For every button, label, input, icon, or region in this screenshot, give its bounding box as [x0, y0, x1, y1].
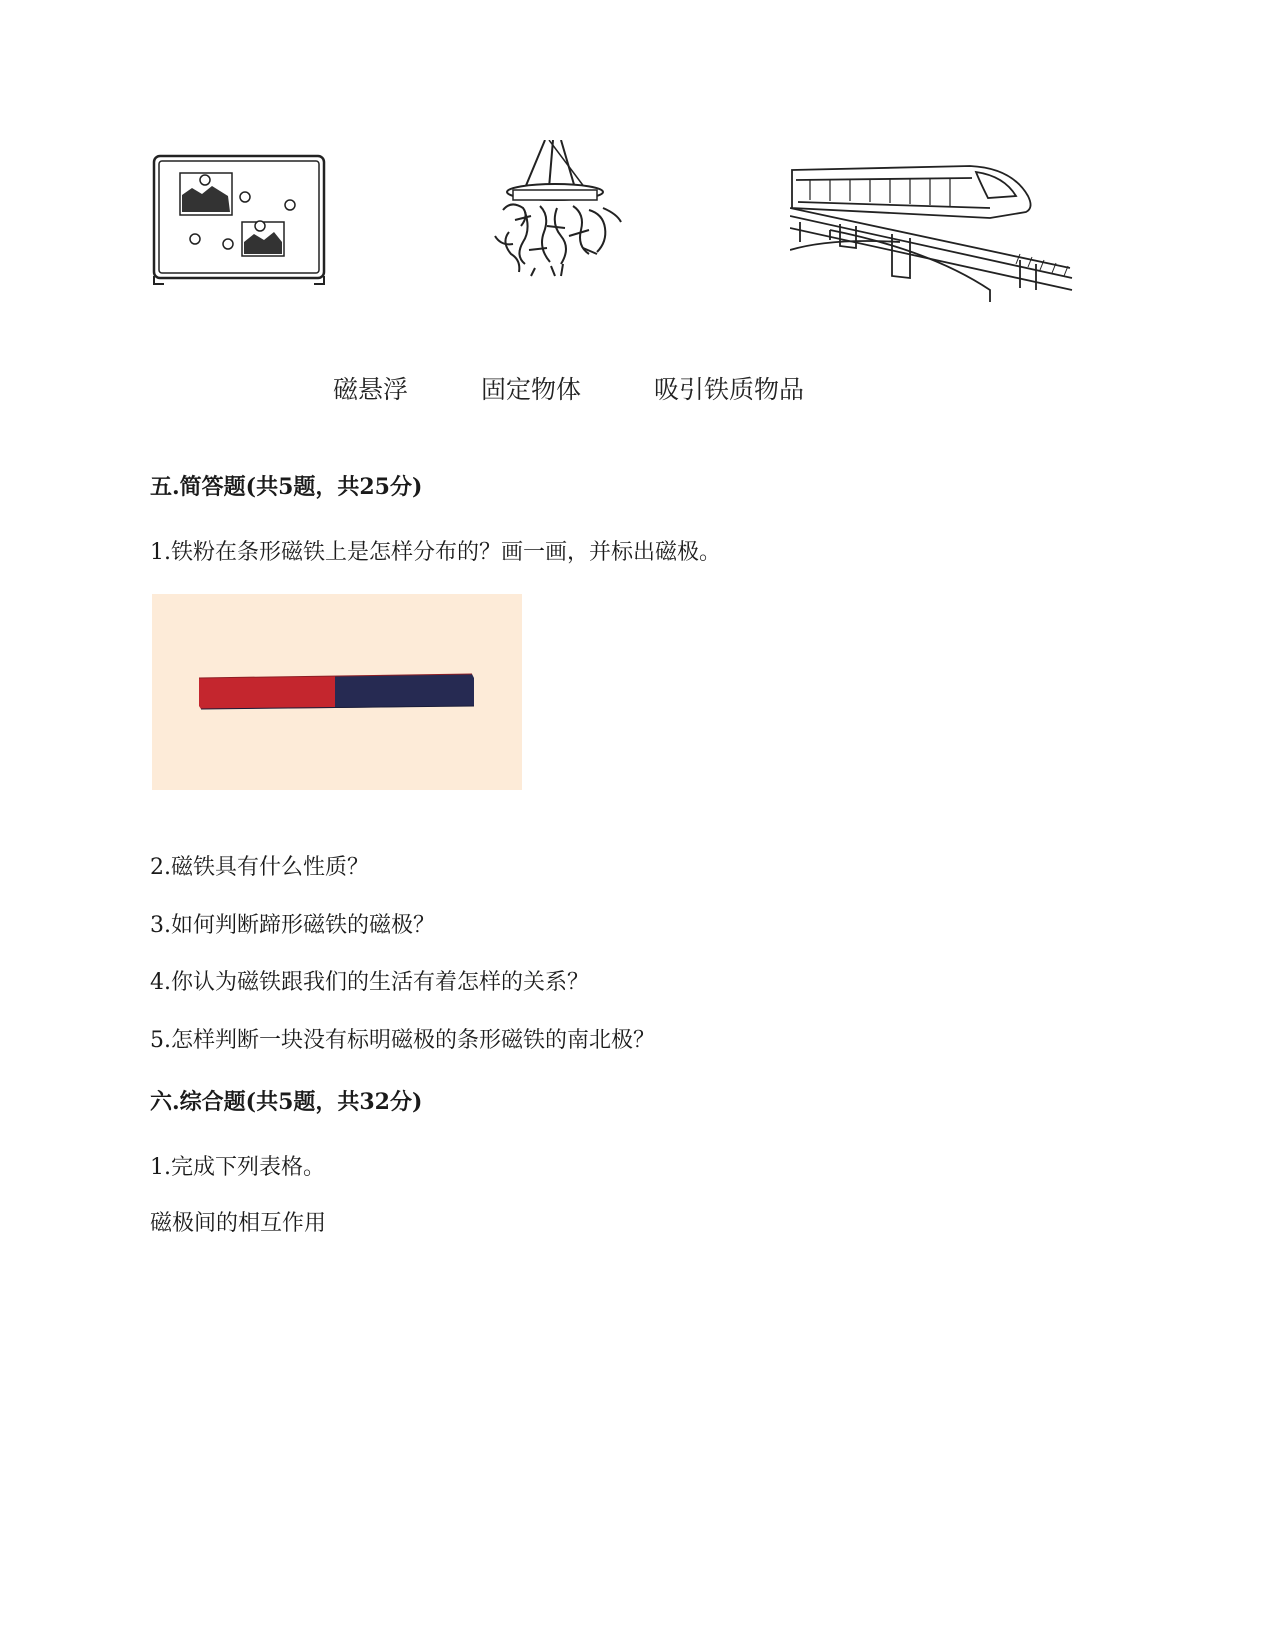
question-text: 1.完成下列表格。: [150, 1155, 325, 1180]
option-label: 磁悬浮: [333, 375, 409, 404]
question-text: 5.怎样判断一块没有标明磁极的条形磁铁的南北极？: [150, 1028, 655, 1053]
maglev-train-illustration: [790, 150, 1075, 305]
electromagnet-crane-illustration: [485, 140, 650, 290]
question-text: 4.你认为磁铁跟我们的生活有着怎样的关系？: [150, 970, 589, 995]
section-heading: 五.简答题(共5题，共25分): [150, 474, 423, 500]
options-row: [0, 370, 1275, 410]
whiteboard-illustration: [150, 150, 335, 290]
question-text: 3.如何判断蹄形磁铁的磁极？: [150, 913, 435, 938]
table-caption: 磁极间的相互作用: [150, 1211, 327, 1236]
question-text: 2.磁铁具有什么性质？: [150, 855, 369, 880]
section-heading: 六.综合题(共5题，共32分): [150, 1089, 423, 1115]
bar-magnet-figure: [152, 594, 522, 790]
question-text: 1.铁粉在条形磁铁上是怎样分布的？画一画，并标出磁极。: [150, 540, 721, 565]
option-label: 固定物体: [481, 375, 582, 404]
option-label: 吸引铁质物品: [654, 375, 805, 404]
